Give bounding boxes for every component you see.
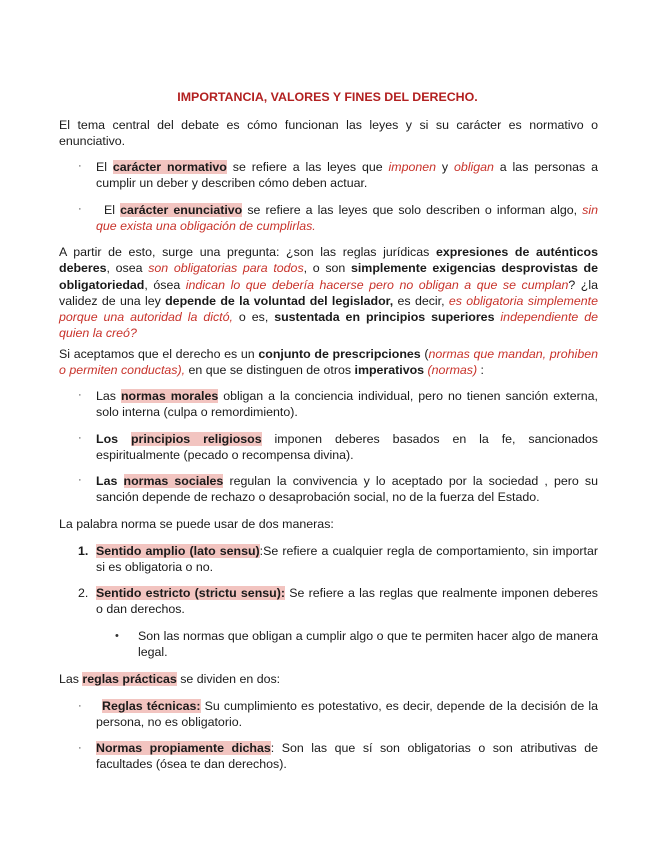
- highlighted-term: normas morales: [120, 389, 219, 403]
- highlighted-term: Reglas técnicas:: [102, 699, 201, 713]
- highlighted-term: carácter enunciativo: [120, 203, 243, 217]
- sub-list-marker: •: [115, 630, 119, 642]
- list-marker: ·: [78, 389, 82, 401]
- list-marker: ·: [78, 160, 82, 172]
- list-item-principios-religiosos: Los principios religiosos imponen deberes basados en la fe, sancionados espiritualmente (pecado o recompensa divina).: [96, 432, 598, 463]
- prescriptions-paragraph: Si aceptamos que el derecho es un conjunto de prescripciones (normas que mandan, prohiben o permiten conductas), en que se distinguen de otros imperativos (normas) :: [59, 347, 598, 378]
- list-marker: ·: [78, 474, 82, 486]
- list-marker: ·: [78, 742, 82, 754]
- list-item-normas-morales: Las normas morales obligan a la conciencia individual, pero no tienen sanción externa, solo interna (culpa o remordimiento).: [96, 389, 598, 420]
- list-item-reglas-tecnicas: Reglas técnicas: Su cumplimiento es potestativo, es decir, depende de la decisión de la persona, no es obligatorio.: [96, 699, 599, 730]
- list-item-sentido-amplio: Sentido amplio (lato sensu):Se refiere a cualquier regla de comportamiento, sin importar si es obligatoria o no.: [96, 544, 598, 575]
- highlighted-term: normas sociales: [123, 474, 224, 488]
- highlighted-term: Sentido amplio (lato sensu): [96, 544, 260, 558]
- highlighted-term: principios religiosos: [130, 432, 262, 446]
- list-marker: ·: [78, 432, 82, 444]
- list-item-normas-sociales: Las normas sociales regulan la convivencia y lo aceptado por la sociedad , pero su sanción depende de rechazo o desaprobación social, no de la fuerza del Estado.: [96, 474, 598, 505]
- question-paragraph: A partir de esto, surge una pregunta: ¿son las reglas jurídicas expresiones de auténticos deberes, osea son obligatorias para todos, o son simplemente exigencias desprovistas de obligatoriedad, ósea indican lo que debería hacerse pero no obligan a que se cumplan? ¿la validez de una ley depende de la voluntad del legislador, es decir, es obligatoria simplemente porque una autoridad la dictó, o es, sustentada en principios superiores independiente de quien la creó?: [59, 245, 599, 341]
- sub-list-item: Son las normas que obligan a cumplir algo o que te permiten hacer algo de manera legal.: [138, 629, 598, 660]
- list-marker: ·: [78, 700, 82, 712]
- intro-paragraph: El tema central del debate es cómo funcionan las leyes y si su carácter es normativo o enunciativo.: [59, 118, 598, 149]
- list-item-normas-propiamente-dichas: Normas propiamente dichas: Son las que sí son obligatorias o son atributivas de facultades (ósea te dan derechos).: [96, 741, 598, 772]
- highlighted-term: reglas prácticas: [82, 672, 177, 686]
- list-item-normativo: El carácter normativo se refiere a las leyes que imponen y obligan a las personas a cumplir un deber y describen cómo deben actuar.: [96, 160, 598, 191]
- list-item-sentido-estricto: Sentido estricto (strictu sensu): Se refiere a las reglas que realmente imponen deberes o dan derechos.: [96, 586, 598, 617]
- norm-usage-paragraph: La palabra norma se puede usar de dos maneras:: [59, 517, 334, 531]
- highlighted-term: Sentido estricto (strictu sensu):: [96, 586, 285, 600]
- document-title: IMPORTANCIA, VALORES Y FINES DEL DERECHO.: [177, 90, 478, 104]
- highlighted-term: carácter normativo: [112, 160, 227, 174]
- list-number: 1.: [78, 544, 89, 558]
- list-item-enunciativo: El carácter enunciativo se refiere a las leyes que solo describen o informan algo, sin que exista una obligación de cumplirlas.: [96, 203, 598, 234]
- highlighted-term: Normas propiamente dichas: [96, 741, 271, 755]
- list-number: 2.: [78, 586, 89, 600]
- list-marker: ·: [78, 203, 82, 215]
- reglas-practicas-paragraph: Las reglas prácticas se dividen en dos:: [59, 672, 281, 686]
